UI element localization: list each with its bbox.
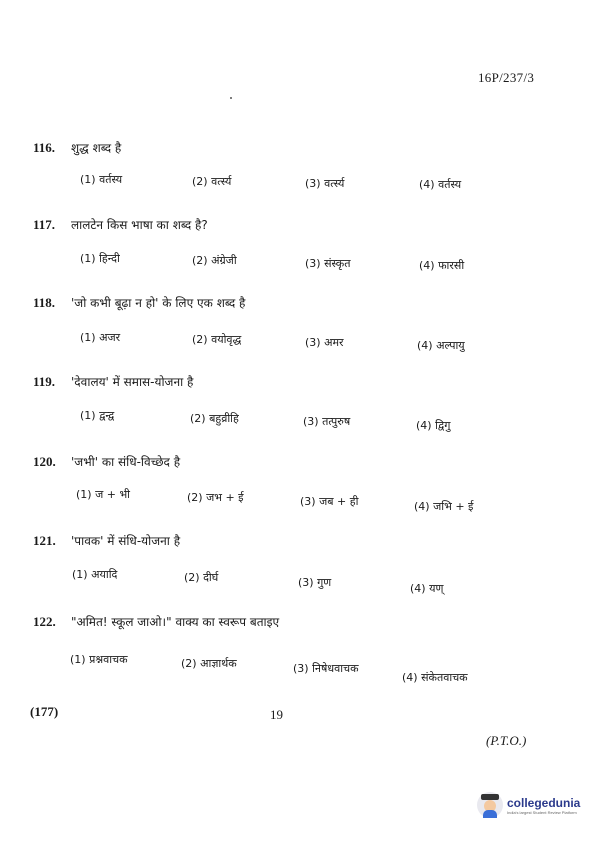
question-text: लालटेन किस भाषा का शब्द है? <box>71 218 208 232</box>
option-116-3: (3) वर्त्स्य <box>305 177 345 190</box>
watermark-logo <box>477 792 580 818</box>
option-119-3: (3) तत्पुरुष <box>303 415 351 428</box>
paper-code: 16P/237/3 <box>478 70 535 85</box>
option-119-1: (1) द्वन्द्व <box>80 409 115 422</box>
option-117-2: (2) अंग्रेजी <box>192 254 237 267</box>
option-122-1: (1) प्रश्नवाचक <box>70 653 128 666</box>
question-number: 116. <box>33 140 56 155</box>
stray-dot <box>230 97 232 99</box>
question-number: 117. <box>33 217 56 232</box>
question-number: 121. <box>33 533 56 548</box>
option-116-2: (2) वर्त्स्य <box>192 175 232 188</box>
option-118-4: (4) अल्पायु <box>417 339 465 352</box>
option-119-2: (2) बहुव्रीहि <box>190 412 239 425</box>
mascot-icon <box>477 792 503 818</box>
pto-note: (P.T.O.) <box>486 733 527 748</box>
option-118-1: (1) अजर <box>80 331 121 344</box>
question-number: 122. <box>33 614 56 629</box>
option-120-2: (2) जभ + ई <box>187 491 244 504</box>
question-text: शुद्ध शब्द है <box>71 141 122 155</box>
question-text: 'जभी' का संधि-विच्छेद है <box>71 455 181 469</box>
serial-number: (177) <box>30 704 59 719</box>
option-118-3: (3) अमर <box>305 336 344 349</box>
option-119-4: (4) द्विगु <box>416 419 451 432</box>
option-122-3: (3) निषेधवाचक <box>293 662 359 675</box>
option-120-1: (1) ज + भी <box>76 488 131 501</box>
option-122-4: (4) संकेतवाचक <box>402 671 468 684</box>
question-122 <box>33 613 279 630</box>
option-116-1: (1) वर्तस्य <box>80 173 123 186</box>
question-text: "अमित! स्कूल जाओ।" वाक्य का स्वरूप बताइए <box>71 615 280 629</box>
question-text: 'जो कभी बूढ़ा न हो' के लिए एक शब्द है <box>71 296 246 310</box>
brand-name: collegedunia <box>507 795 581 810</box>
question-number: 119. <box>33 374 56 389</box>
option-121-3: (3) गुण <box>298 576 332 589</box>
question-text: 'देवालय' में समास-योजना है <box>71 375 194 389</box>
option-122-2: (2) आज्ञार्थक <box>181 657 237 670</box>
option-117-4: (4) फारसी <box>419 259 465 272</box>
question-121 <box>33 532 180 549</box>
question-number: 118. <box>33 295 56 310</box>
brand-tagline: India's largest Student Review Platform <box>507 809 577 815</box>
question-118 <box>33 294 245 311</box>
option-120-3: (3) जब + ही <box>300 495 359 508</box>
question-119 <box>33 373 193 390</box>
option-116-4: (4) वर्तस्य <box>419 178 462 191</box>
option-121-4: (4) यण् <box>410 582 444 595</box>
option-121-1: (1) अयादि <box>72 568 118 581</box>
question-number: 120. <box>33 454 56 469</box>
option-117-3: (3) संस्कृत <box>305 257 351 270</box>
option-117-1: (1) हिन्दी <box>80 252 120 265</box>
option-120-4: (4) जभि + ई <box>414 500 474 513</box>
page-number: 19 <box>270 707 283 722</box>
question-120 <box>33 453 180 470</box>
option-118-2: (2) वयोवृद्ध <box>192 333 242 346</box>
question-116 <box>33 139 121 156</box>
option-121-2: (2) दीर्घ <box>184 571 219 584</box>
question-117 <box>33 216 208 233</box>
question-text: 'पावक' में संधि-योजना है <box>71 534 181 548</box>
